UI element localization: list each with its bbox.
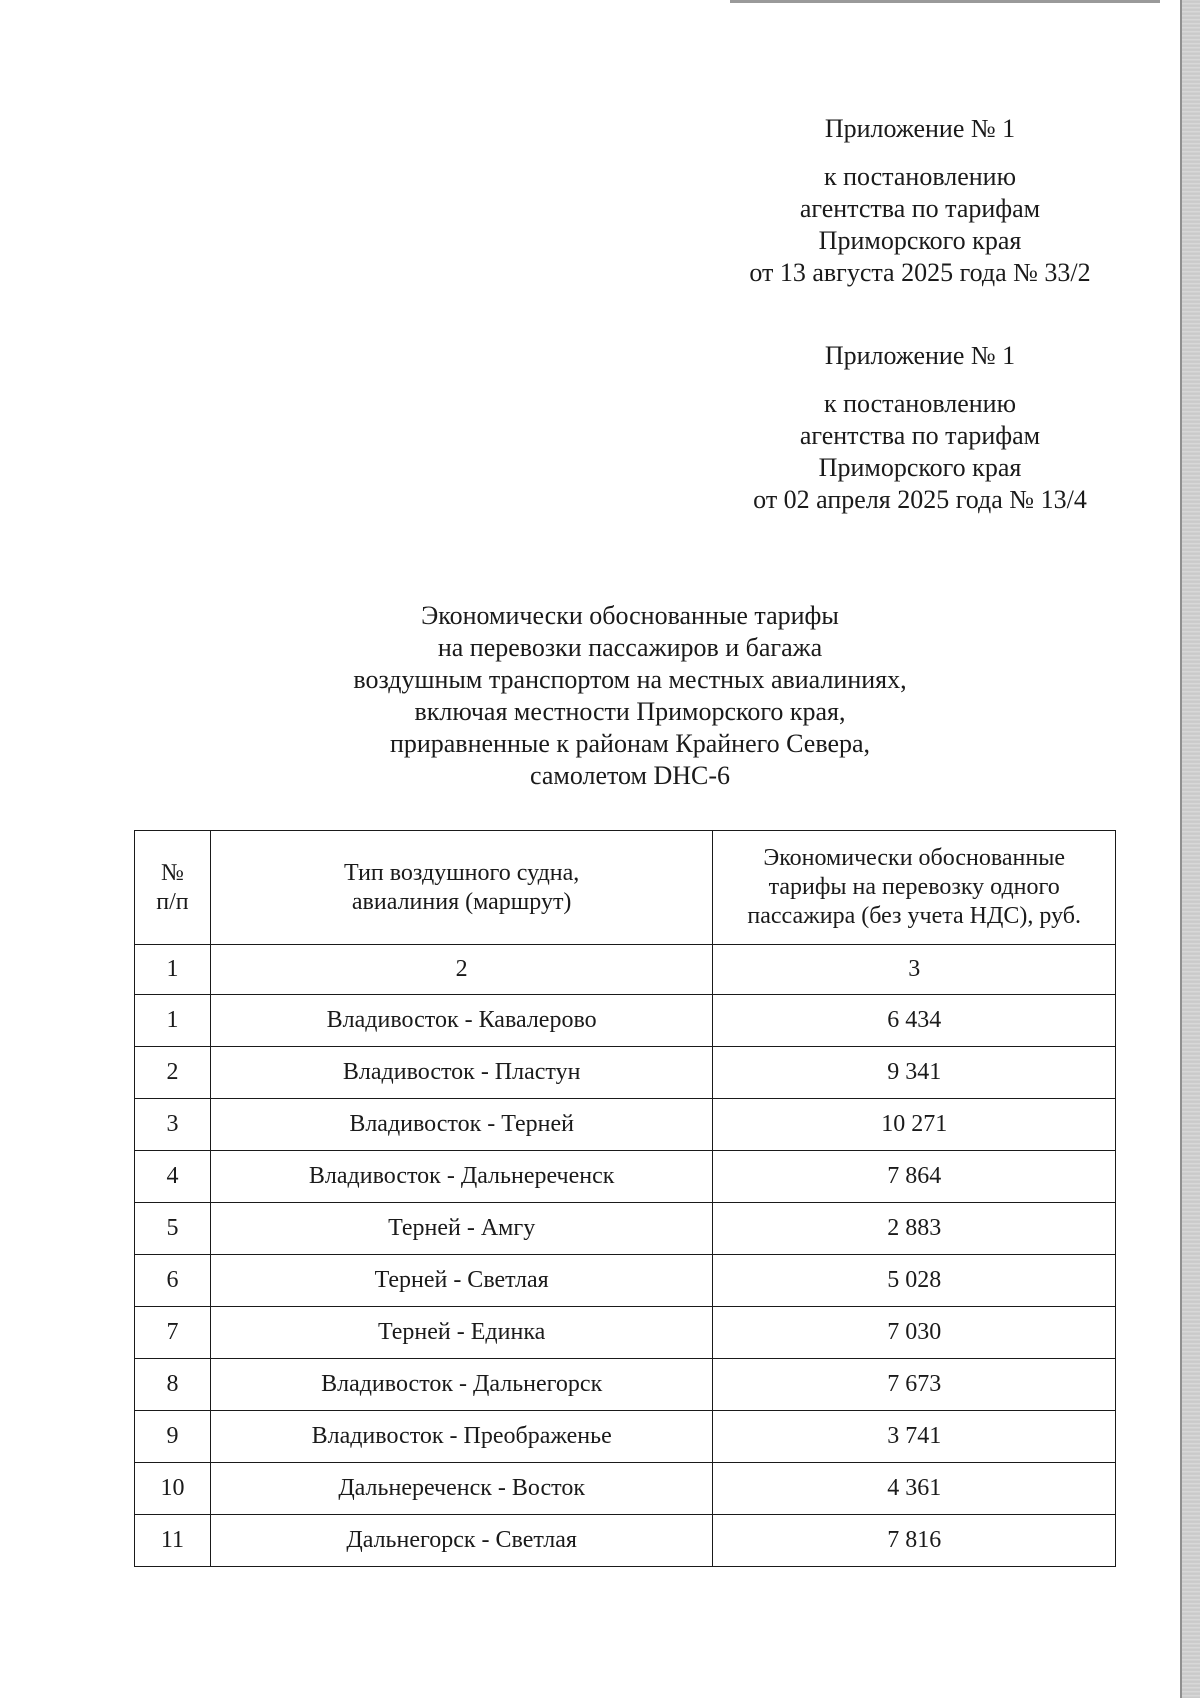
table-row (135, 1151, 1116, 1203)
row-number: 7 (135, 1307, 211, 1359)
row-number: 4 (135, 1151, 211, 1203)
route-name: Терней - Светлая (210, 1255, 712, 1307)
annex-line: агентства по тарифам (799, 421, 1041, 450)
route-name: Дальнегорск - Светлая (210, 1515, 712, 1567)
table-row (135, 1099, 1116, 1151)
header-tariff: Экономически обоснованные тарифы на перевозку одного пассажира (без учета НДС), руб. (713, 831, 1116, 945)
annex-line: агентства по тарифам (799, 194, 1041, 223)
tariff-value: 5 028 (713, 1255, 1116, 1307)
route-name: Владивосток - Дальнереченск (210, 1151, 712, 1203)
column-number: 3 (713, 945, 1116, 995)
table-row (135, 1463, 1116, 1515)
header-number: № п/п (135, 831, 211, 945)
annex-header-current (700, 113, 1140, 289)
title-line: самолетом DHC-6 (529, 761, 731, 790)
tariff-value: 7 816 (713, 1515, 1116, 1567)
table-body (135, 995, 1116, 1567)
tariff-value: 6 434 (713, 995, 1116, 1047)
tariff-value: 10 271 (713, 1099, 1116, 1151)
document-title (240, 600, 1020, 792)
annex-header-previous (700, 340, 1140, 516)
table-row (135, 1255, 1116, 1307)
annex-date-line: от 13 августа 2025 года № 33/2 (749, 258, 1091, 287)
tariff-table (134, 830, 1116, 1567)
column-number: 2 (210, 945, 712, 995)
tariff-value: 3 741 (713, 1411, 1116, 1463)
tariff-value: 2 883 (713, 1203, 1116, 1255)
route-name: Терней - Единка (210, 1307, 712, 1359)
route-name: Владивосток - Преображенье (210, 1411, 712, 1463)
annex-date-line: от 02 апреля 2025 года № 13/4 (753, 485, 1087, 514)
row-number: 11 (135, 1515, 211, 1567)
annex-line: к постановлению (823, 162, 1017, 191)
tariff-value: 7 030 (713, 1307, 1116, 1359)
table-row (135, 995, 1116, 1047)
title-line: на перевозки пассажиров и багажа (437, 633, 823, 662)
row-number: 6 (135, 1255, 211, 1307)
annex-line: Приморского края (818, 453, 1022, 482)
title-line: воздушным транспортом на местных авиалиниях, (353, 665, 907, 694)
row-number: 1 (135, 995, 211, 1047)
title-line: Экономически обоснованные тарифы (421, 601, 839, 630)
title-line: включая местности Приморского края, (414, 697, 846, 726)
annex-title: Приложение № 1 (824, 341, 1016, 370)
title-line: приравненные к районам Крайнего Севера, (389, 729, 871, 758)
route-name: Дальнереченск - Восток (210, 1463, 712, 1515)
row-number: 9 (135, 1411, 211, 1463)
tariff-value: 7 864 (713, 1151, 1116, 1203)
row-number: 3 (135, 1099, 211, 1151)
route-name: Владивосток - Терней (210, 1099, 712, 1151)
row-number: 2 (135, 1047, 211, 1099)
column-number: 1 (135, 945, 211, 995)
header-route: Тип воздушного судна, авиалиния (маршрут) (210, 831, 712, 945)
table-row (135, 1203, 1116, 1255)
annex-line: к постановлению (823, 389, 1017, 418)
scan-edge-top (730, 0, 1160, 3)
tariff-value: 7 673 (713, 1359, 1116, 1411)
row-number: 10 (135, 1463, 211, 1515)
table-row (135, 1047, 1116, 1099)
table-row (135, 1359, 1116, 1411)
table-row (135, 1411, 1116, 1463)
tariff-value: 9 341 (713, 1047, 1116, 1099)
annex-line: Приморского края (818, 226, 1022, 255)
row-number: 8 (135, 1359, 211, 1411)
annex-title: Приложение № 1 (824, 114, 1016, 143)
table-header-row (135, 831, 1116, 945)
row-number: 5 (135, 1203, 211, 1255)
route-name: Владивосток - Пластун (210, 1047, 712, 1099)
table-row (135, 1515, 1116, 1567)
column-number-row (135, 945, 1116, 995)
scan-edge-right (1180, 0, 1200, 1698)
tariff-value: 4 361 (713, 1463, 1116, 1515)
route-name: Терней - Амгу (210, 1203, 712, 1255)
route-name: Владивосток - Кавалерово (210, 995, 712, 1047)
route-name: Владивосток - Дальнегорск (210, 1359, 712, 1411)
table-row (135, 1307, 1116, 1359)
